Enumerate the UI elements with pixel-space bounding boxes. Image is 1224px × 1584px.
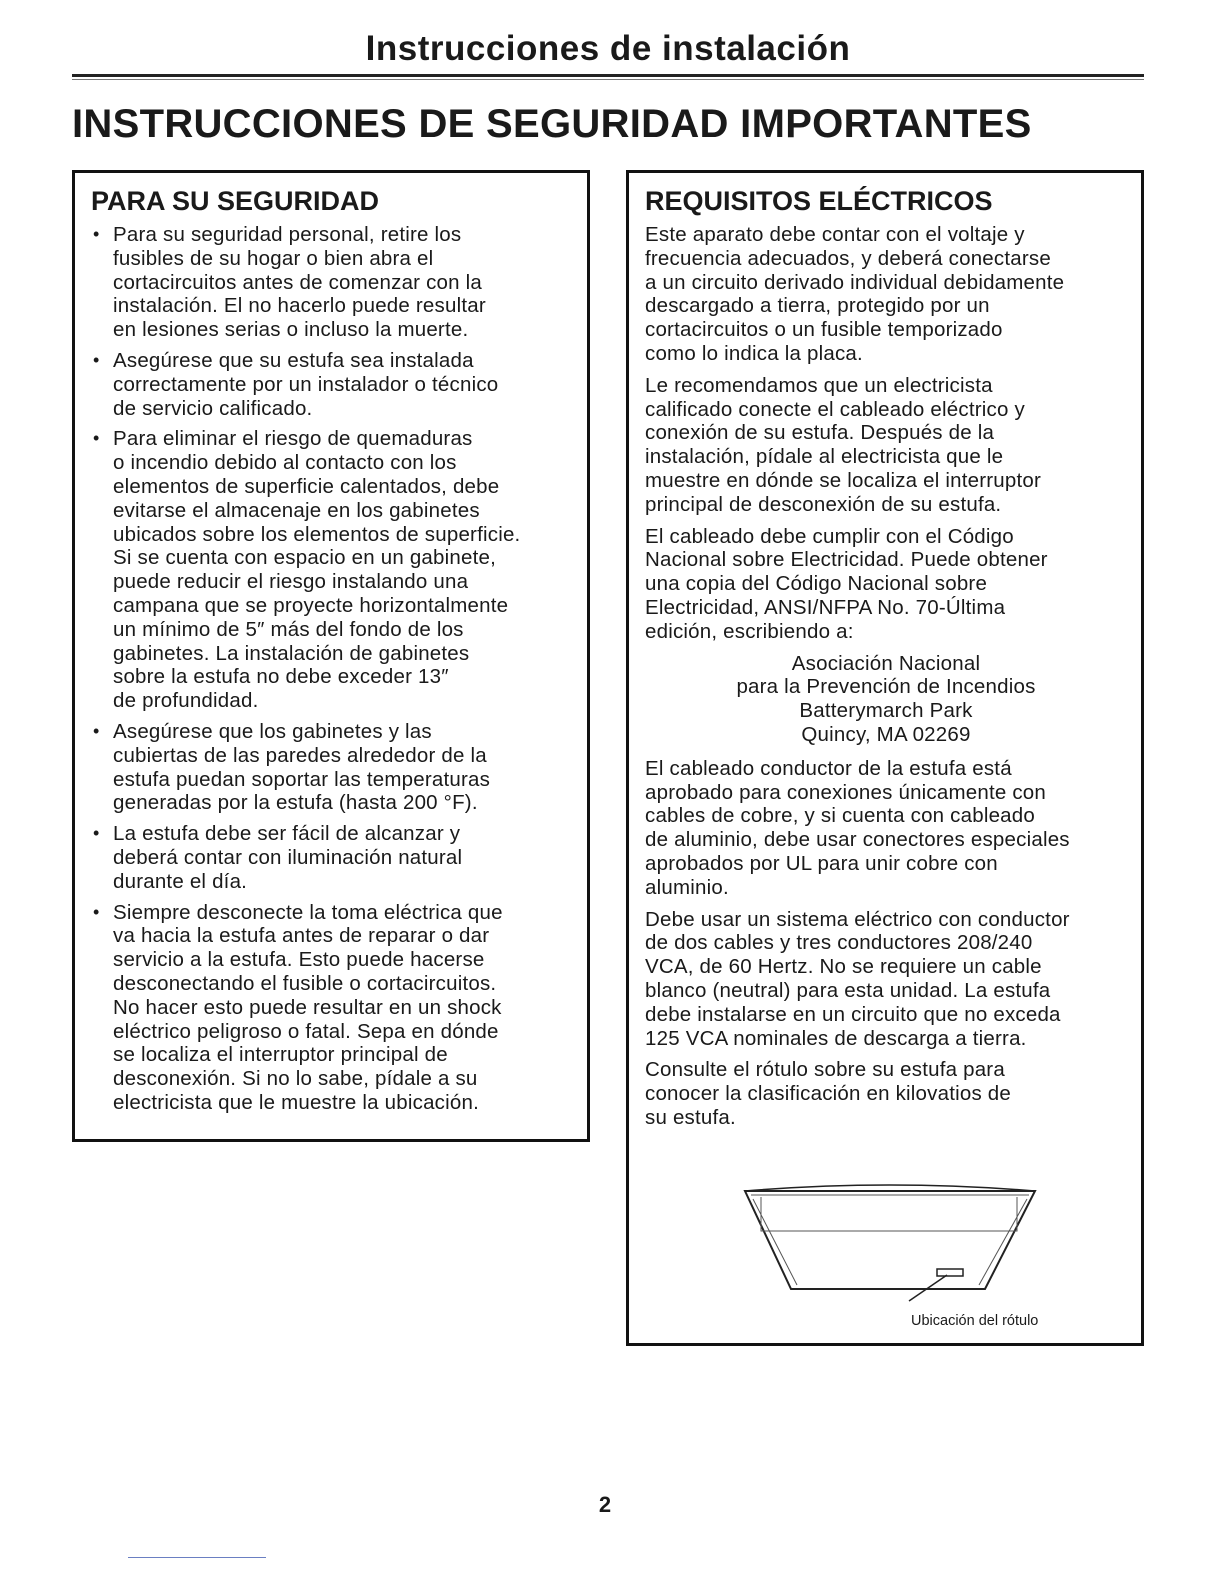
- safety-bullet-item: [91, 720, 573, 815]
- bullet-icon: •: [93, 224, 100, 244]
- bullet-line: correctamente por un instalador o técnico: [113, 372, 499, 396]
- bullet-line: desconectando el fusible o cortacircuitos.: [113, 971, 497, 995]
- text-line: cables de cobre, y si cuenta con cableado: [645, 804, 1035, 828]
- bullet-line: Asegúrese que su estufa sea instalada: [113, 348, 474, 372]
- paragraph: [645, 223, 1127, 366]
- safety-bullet-item: [91, 427, 573, 713]
- bullet-line: va hacia la estufa antes de reparar o dar: [113, 924, 490, 948]
- bullet-line: ubicados sobre los elementos de superficie.: [113, 522, 521, 546]
- text-line: descargado a tierra, protegido por un: [645, 294, 990, 318]
- text-line: conocer la clasificación en kilovatios de: [645, 1082, 1011, 1106]
- electrical-requirements-box: [626, 170, 1144, 1346]
- page-title: INSTRUCCIONES DE SEGURIDAD IMPORTANTES: [72, 102, 1032, 146]
- range-drawer-illustration: [739, 1177, 1039, 1317]
- text-line: aluminio.: [645, 875, 729, 899]
- address-line: Asociación Nacional: [791, 651, 981, 675]
- header-rule-thin: [72, 79, 1144, 80]
- bullet-line: deberá contar con iluminación natural: [113, 845, 463, 869]
- bullet-line: en lesiones serias o incluso la muerte.: [113, 318, 469, 342]
- bullet-line: Siempre desconecte la toma eléctrica que: [113, 900, 503, 924]
- text-line: muestre en dónde se localiza el interruptor: [645, 468, 1042, 492]
- paragraph: [645, 908, 1127, 1051]
- safety-bullet-item: [91, 223, 573, 342]
- address-line: Batterymarch Park: [799, 699, 973, 723]
- paragraph: [645, 374, 1127, 517]
- bullet-line: Asegúrese que los gabinetes y las: [113, 719, 432, 743]
- page-number: 2: [598, 1492, 612, 1517]
- safety-box-title: PARA SU SEGURIDAD: [91, 186, 380, 216]
- text-line: principal de desconexión de su estufa.: [645, 492, 1002, 516]
- range-label-location-figure: [739, 1177, 1039, 1337]
- bullet-line: durante el día.: [113, 869, 248, 893]
- bullet-line: un mínimo de 5″ más del fondo de los: [113, 617, 464, 641]
- text-line: edición, escribiendo a:: [645, 619, 854, 643]
- text-line: blanco (neutral) para esta unidad. La estufa: [645, 978, 1051, 1002]
- bullet-icon: •: [93, 349, 100, 370]
- bullet-line: No hacer esto puede resultar en un shock: [113, 995, 502, 1019]
- bullet-line: cubiertas de las paredes alrededor de la: [113, 743, 487, 767]
- header-rule: [72, 74, 1144, 77]
- bullet-line: instalación. El no hacerlo puede resultar: [113, 294, 486, 318]
- safety-box: [72, 170, 590, 1142]
- bullet-icon: •: [93, 823, 100, 844]
- bullet-line: estufa puedan soportar las temperaturas: [113, 767, 491, 791]
- bullet-line: se localiza el interruptor principal de: [113, 1043, 448, 1067]
- bullet-line: campana que se proyecte horizontalmente: [113, 593, 509, 617]
- bullet-line: Para su seguridad personal, retire los: [113, 223, 462, 246]
- text-line: Electricidad, ANSI/NFPA No. 70-Última: [645, 595, 1006, 619]
- bullet-line: generadas por la estufa (hasta 200 °F).: [113, 791, 478, 815]
- safety-bullet-item: [91, 822, 573, 893]
- paragraph: [645, 757, 1127, 900]
- safety-bullet-item: [91, 901, 573, 1115]
- text-line: Consulte el rótulo sobre su estufa para: [645, 1058, 1005, 1082]
- bullet-icon: •: [93, 720, 100, 741]
- bullet-line: desconexión. Si no lo sabe, pídale a su: [113, 1067, 478, 1091]
- bullet-line: evitarse el almacenaje en los gabinetes: [113, 498, 480, 522]
- text-line: conexión de su estufa. Después de la: [645, 421, 995, 445]
- text-line: instalación, pídale al electricista que le: [645, 445, 1004, 469]
- text-line: El cableado conductor de la estufa está: [645, 756, 1012, 780]
- bullet-line: gabinetes. La instalación de gabinetes: [113, 641, 470, 665]
- bullet-icon: •: [93, 901, 100, 922]
- rating-label-marker: [937, 1269, 963, 1276]
- text-line: de aluminio, debe usar conectores especiales: [645, 828, 1070, 852]
- paragraph: [645, 1058, 1127, 1129]
- section-header: Instrucciones de instalación: [365, 29, 851, 68]
- text-line: aprobado para conexiones únicamente con: [645, 780, 1046, 804]
- bullet-line: Si se cuenta con espacio en un gabinete,: [113, 546, 496, 570]
- address-line: para la Prevención de Incendios: [736, 675, 1036, 699]
- address-line: Quincy, MA 02269: [801, 722, 971, 746]
- bullet-line: puede reducir el riesgo instalando una: [113, 570, 469, 594]
- bullet-line: Para eliminar el riesgo de quemaduras: [113, 427, 473, 451]
- paragraph: [645, 525, 1127, 644]
- bullet-line: sobre la estufa no debe exceder 13″: [113, 665, 449, 689]
- text-line: 125 VCA nominales de descarga a tierra.: [645, 1026, 1027, 1050]
- text-line: una copia del Código Nacional sobre: [645, 572, 988, 596]
- text-line: a un circuito derivado individual debidamente: [645, 270, 1065, 294]
- electrical-box-title: REQUISITOS ELÉCTRICOS: [645, 186, 993, 216]
- bullet-line: La estufa debe ser fácil de alcanzar y: [113, 822, 461, 846]
- figure-caption: Ubicación del rótulo: [911, 1313, 1039, 1329]
- bullet-line: de profundidad.: [113, 689, 259, 713]
- text-line: Le recomendamos que un electricista: [645, 373, 993, 397]
- text-line: VCA, de 60 Hertz. No se requiere un cable: [645, 955, 1042, 979]
- bullet-line: o incendio debido al contacto con los: [113, 451, 457, 475]
- text-line: como lo indica la placa.: [645, 341, 863, 365]
- text-line: Debe usar un sistema eléctrico con conductor: [645, 907, 1070, 931]
- text-line: aprobados por UL para unir cobre con: [645, 851, 998, 875]
- text-line: debe instalarse en un circuito que no exceda: [645, 1002, 1061, 1026]
- footer-rule: [128, 1557, 266, 1558]
- safety-bullet-item: [91, 349, 573, 420]
- text-line: su estufa.: [645, 1105, 736, 1129]
- bullet-line: electricista que le muestre la ubicación.: [113, 1090, 479, 1114]
- bullet-line: cortacircuitos antes de comenzar con la: [113, 270, 483, 294]
- text-line: calificado conecte el cableado eléctrico y: [645, 397, 1025, 421]
- text-line: El cableado debe cumplir con el Código: [645, 524, 1014, 548]
- bullet-line: servicio a la estufa. Esto puede hacerse: [113, 948, 485, 972]
- text-line: de dos cables y tres conductores 208/240: [645, 931, 1033, 955]
- text-line: frecuencia adecuados, y deberá conectarse: [645, 246, 1051, 270]
- bullet-icon: •: [93, 428, 100, 449]
- bullet-line: fusibles de su hogar o bien abra el: [113, 246, 434, 270]
- bullet-line: de servicio calificado.: [113, 396, 313, 420]
- safety-bullet-list: [91, 223, 573, 1115]
- text-line: cortacircuitos o un fusible temporizado: [645, 318, 1003, 342]
- text-line: Este aparato debe contar con el voltaje y: [645, 223, 1025, 246]
- bullet-line: eléctrico peligroso o fatal. Sepa en dónde: [113, 1019, 499, 1043]
- address-block: [645, 652, 1127, 747]
- bullet-line: elementos de superficie calentados, debe: [113, 474, 500, 498]
- text-line: Nacional sobre Electricidad. Puede obtener: [645, 548, 1048, 572]
